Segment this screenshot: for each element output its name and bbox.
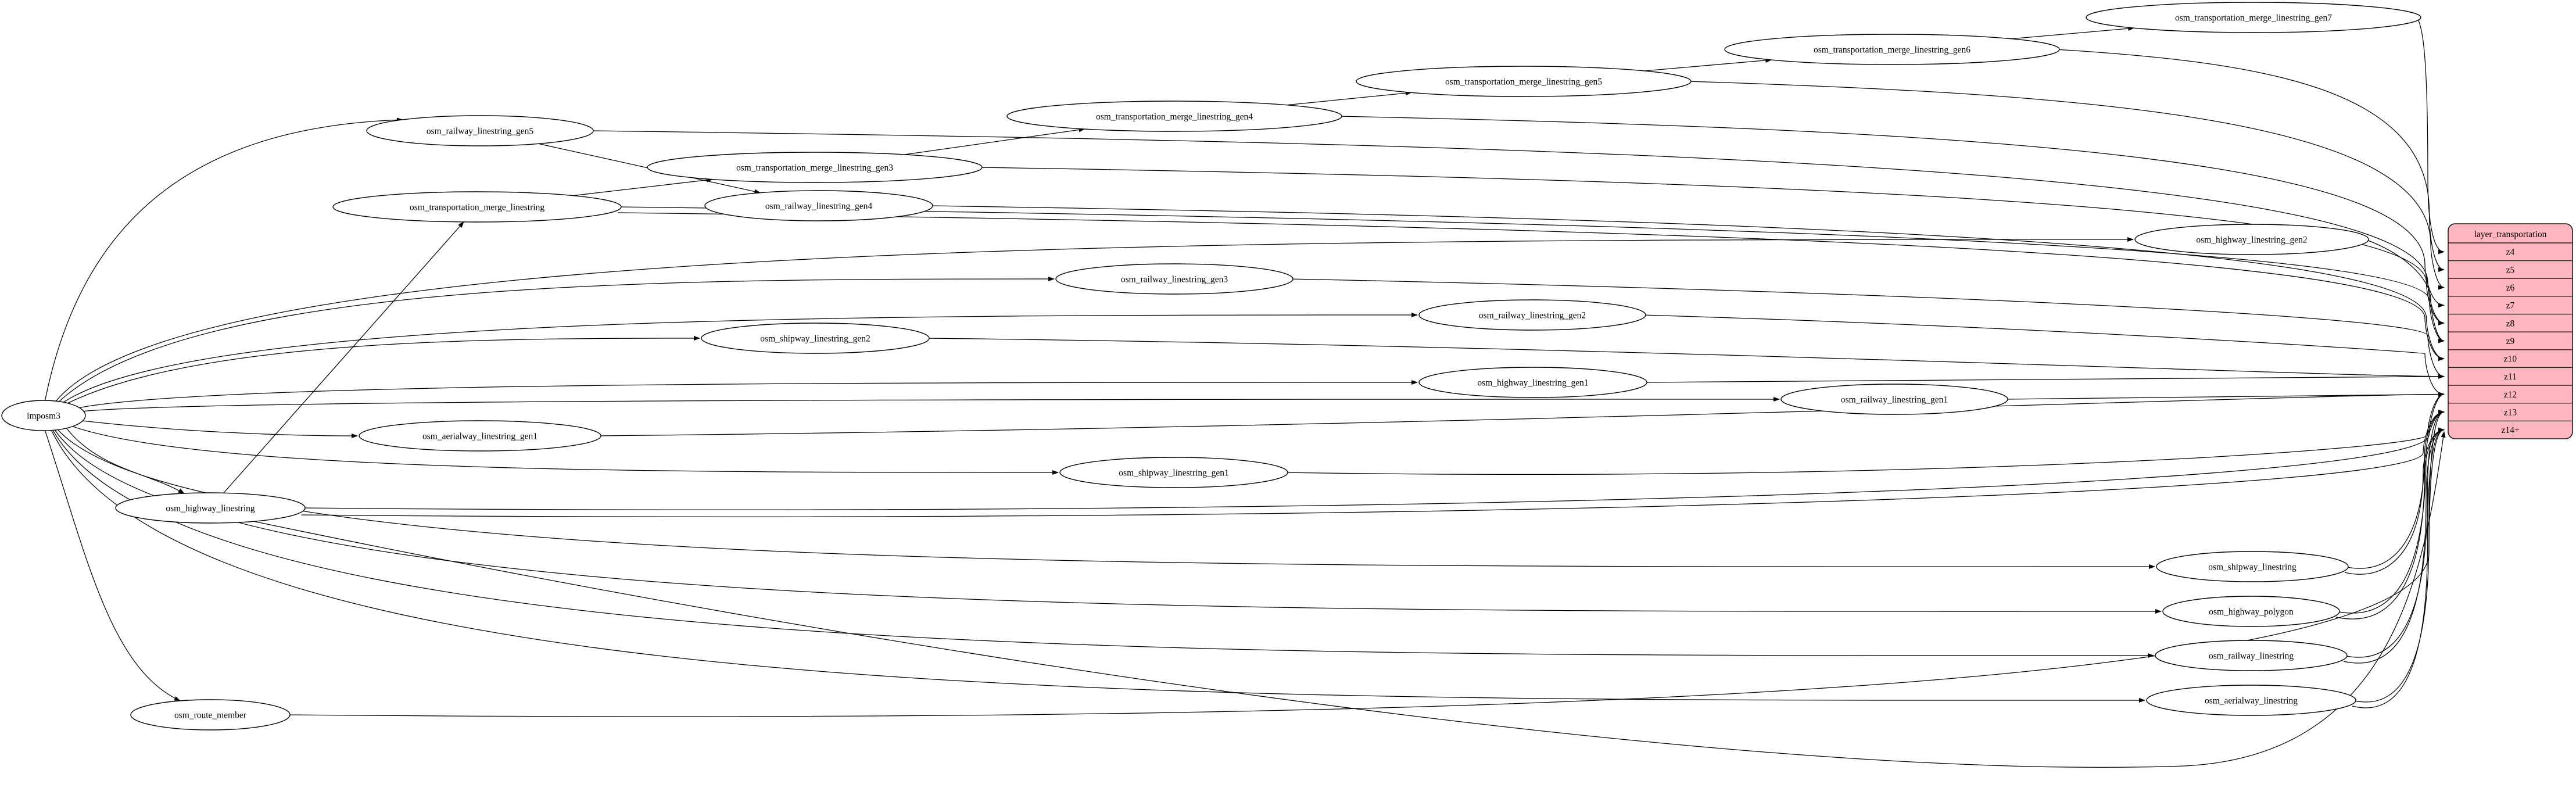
node-label-rw_g1: osm_railway_linestring_gen1: [1840, 395, 1948, 405]
table-row-z14plus: z14+: [2501, 425, 2520, 436]
node-osm_railway_linestring_gen4: [705, 191, 933, 221]
node-label-hp: osm_highway_polygon: [2209, 607, 2294, 617]
node-label-aw_g1: osm_aerialway_linestring_gen1: [422, 431, 538, 442]
node-imposm3: [2, 400, 85, 431]
table-row-z12: z12: [2503, 389, 2517, 400]
edge-imposm3-hw_g2: [56, 239, 2133, 401]
node-label-hw_g1: osm_highway_linestring_gen1: [1477, 378, 1589, 388]
layer-transportation-table: [2448, 224, 2573, 439]
node-osm_aerialway_linestring_gen1: [359, 421, 601, 451]
node-osm_shipway_linestring_gen2: [701, 323, 929, 353]
node-osm_aerialway_linestring: [2147, 685, 2356, 715]
edge-m_g3-m_g4: [904, 129, 1084, 155]
edge-m_g5-m_g6: [1645, 60, 1772, 71]
node-osm_transportation_merge_linestring: [333, 192, 621, 222]
edge-m_g4-m_g5: [1287, 92, 1411, 105]
edge-m_g5-z6: [1688, 81, 2444, 288]
node-osm_railway_linestring_gen5: [367, 116, 593, 146]
node-osm_highway_linestring: [116, 493, 305, 523]
edge-imposm3-sw_g2: [68, 338, 700, 403]
edge-hw-z14plus: [254, 432, 2444, 768]
edge-sw_g2-z11: [926, 338, 2444, 377]
edge-imposm3-rw_g5: [45, 120, 403, 400]
edge-merge-m_g3: [573, 180, 712, 196]
node-osm_transportation_merge_linestring_gen7: [2086, 2, 2421, 33]
node-osm_transportation_merge_linestring_gen5: [1356, 66, 1691, 96]
node-label-rw_g5: osm_railway_linestring_gen5: [426, 126, 534, 137]
edge-m_g4-z7: [1338, 116, 2444, 305]
table-row-z4: z4: [2506, 247, 2515, 257]
edge-hw-z12: [302, 394, 2444, 510]
edge-imposm3-sw: [58, 429, 2155, 567]
table-row-z13: z13: [2503, 407, 2517, 418]
node-label-sw: osm_shipway_linestring: [2208, 562, 2296, 572]
edge-imposm3-hw_g1: [80, 382, 1417, 408]
node-osm_highway_polygon: [2163, 596, 2339, 626]
node-label-m_g5: osm_transportation_merge_linestring_gen5: [1445, 77, 1603, 87]
node-osm_highway_linestring_gen1: [1419, 367, 1647, 398]
node-label-rw_g4: osm_railway_linestring_gen4: [765, 201, 873, 212]
node-osm_shipway_linestring_gen1: [1060, 457, 1288, 488]
node-osm_transportation_merge_linestring_gen6: [1725, 34, 2059, 65]
node-label-m_g7: osm_transportation_merge_linestring_gen7: [2174, 13, 2333, 23]
node-osm_railway_linestring_gen2: [1419, 300, 1646, 330]
node-label-m_g4: osm_transportation_merge_linestring_gen4: [1095, 112, 1253, 122]
node-osm_route_member: [131, 700, 290, 730]
node-label-rm: osm_route_member: [174, 710, 246, 721]
table-row-z5: z5: [2506, 265, 2515, 275]
edge-hw_g1-z11: [1643, 377, 2444, 382]
edge-rm-z14plus: [286, 430, 2444, 717]
edge-aw-z14plus: [2352, 430, 2444, 708]
table-row-z8: z8: [2506, 318, 2515, 329]
node-label-rw: osm_railway_linestring: [2208, 651, 2294, 661]
node-osm_shipway_linestring: [2156, 552, 2348, 582]
node-label-aw: osm_aerialway_linestring: [2204, 696, 2298, 706]
edge-rw_g1-z12: [2004, 394, 2444, 399]
table-row-z6: z6: [2506, 283, 2515, 293]
table-row-z10: z10: [2503, 354, 2517, 364]
node-label-merge: osm_transportation_merge_linestring: [409, 202, 545, 213]
node-label-sw_g1: osm_shipway_linestring_gen1: [1119, 468, 1229, 478]
node-osm_railway_linestring: [2155, 640, 2347, 671]
edge-imposm3-aw_g1: [83, 421, 357, 436]
edge-m_g7-z4: [2417, 17, 2444, 252]
edge-hw_g2-z9: [2365, 239, 2444, 341]
node-label-sw_g2: osm_shipway_linestring_gen2: [760, 334, 870, 344]
node-osm_railway_linestring_gen1: [1781, 384, 2008, 414]
node-label-m_g3: osm_transportation_merge_linestring_gen3: [736, 163, 894, 173]
edge-hw-merge: [224, 222, 464, 493]
node-label-m_g6: osm_transportation_merge_linestring_gen6: [1813, 45, 1971, 55]
nodes-layer: [2, 2, 2421, 730]
edge-imposm3-rm: [45, 431, 180, 701]
node-label-hw: osm_highway_linestring: [166, 503, 255, 514]
table-row-z9: z9: [2506, 336, 2515, 346]
edge-rw_g3-z11: [1289, 279, 2444, 377]
node-label-rw_g2: osm_railway_linestring_gen2: [1478, 310, 1586, 321]
edge-imposm3-rw_g1: [84, 399, 1779, 411]
table-title: layer_transportation: [2474, 229, 2547, 239]
node-label-imposm3: imposm3: [27, 411, 60, 421]
node-osm_highway_linestring_gen2: [2135, 224, 2369, 255]
node-osm_transportation_merge_linestring_gen4: [1007, 101, 1342, 131]
node-osm_railway_linestring_gen3: [1056, 264, 1293, 294]
node-label-rw_g3: osm_railway_linestring_gen3: [1120, 274, 1228, 285]
table-row-z7: z7: [2506, 300, 2515, 311]
node-osm_transportation_merge_linestring_gen3: [647, 152, 982, 182]
table-row-z11: z11: [2504, 372, 2517, 382]
node-label-hw_g2: osm_highway_linestring_gen2: [2196, 235, 2308, 245]
edge-hw-z13: [302, 412, 2444, 517]
edge-rw_g2-z12: [1642, 315, 2444, 394]
edge-m_g6-m_g7: [2012, 28, 2134, 39]
